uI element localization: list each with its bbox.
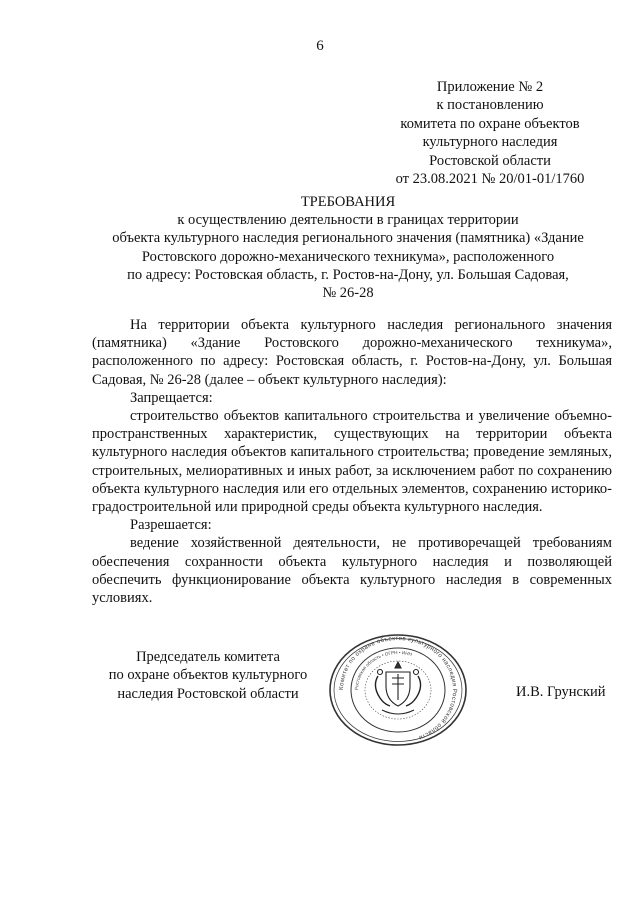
title-line: по адресу: Ростовская область, г. Ростов-на-Дону, ул. Большая Садовая, [127, 266, 569, 283]
title-line: Ростовского дорожно-механического техникума», расположенного [141, 248, 555, 265]
appendix-line: комитета по охране объектов [400, 115, 580, 132]
signer-position [98, 648, 318, 703]
signer-position-line: Председатель комитета [136, 649, 280, 665]
title-line: № 26-28 [322, 285, 374, 302]
title-line: объекта культурного наследия регионального значения (памятника) «Здание [112, 230, 584, 247]
signer-position-line: по охране объектов культурного [108, 667, 308, 684]
document-title [70, 193, 626, 302]
intro-paragraph: На территории объекта культурного наследия регионального значения (памятника) «Здание Ростовского дорожно-механического техникума», расположенного по адресу: Ростовская область, г. Ростов-на-Дону, ул. Большая Садовая, № 26-28 (далее – объект культурного наследия): [92, 317, 612, 388]
prohibited-paragraph: строительство объектов капитального строительства и увеличение объемно-пространственных характеристик, существующих на территории объекта культурного наследия объектов капитального строительства; проведение земляных, строительных, мелиоративных и иных работ, за исключением работ по сохранению объекта культурного наследия или его отдельных элементов, сохранению историко-градостроительной или природной среды объекта культурного наследия. [92, 408, 612, 516]
signer-name: И.В. Грунский [516, 684, 606, 700]
appendix-line: Ростовской области [429, 152, 551, 169]
appendix-line: Приложение № 2 [436, 79, 544, 95]
appendix-line: культурного наследия [422, 134, 558, 151]
allowed-paragraph: ведение хозяйственной деятельности, не противоречащей требованиям обеспечения сохранности объекта культурного наследия и позволяющей обеспечить функционирование объекта культурного наследия в современных условиях. [92, 535, 612, 607]
signer-position-line: наследия Ростовской области [117, 685, 299, 702]
title-heading: ТРЕБОВАНИЯ [300, 194, 396, 210]
seal-inner-textpath: Ростовская область • ОГРН • ИНН [353, 649, 413, 691]
official-seal [322, 632, 474, 748]
allowed-label: Разрешается: [130, 517, 212, 534]
appendix-block [375, 78, 605, 188]
page-number: 6 [316, 38, 324, 54]
coat-of-arms-icon [375, 662, 420, 714]
appendix-line: к постановлению [436, 97, 544, 114]
prohibited-label: Запрещается: [130, 389, 213, 406]
seal-outer-textpath: Комитет по охране объектов культурного наследия Ростовской области [338, 635, 458, 741]
title-line: к осуществлению деятельности в границах территории [177, 212, 519, 229]
appendix-line: от 23.08.2021 № 20/01-01/1760 [395, 171, 585, 188]
document-body [92, 316, 612, 607]
